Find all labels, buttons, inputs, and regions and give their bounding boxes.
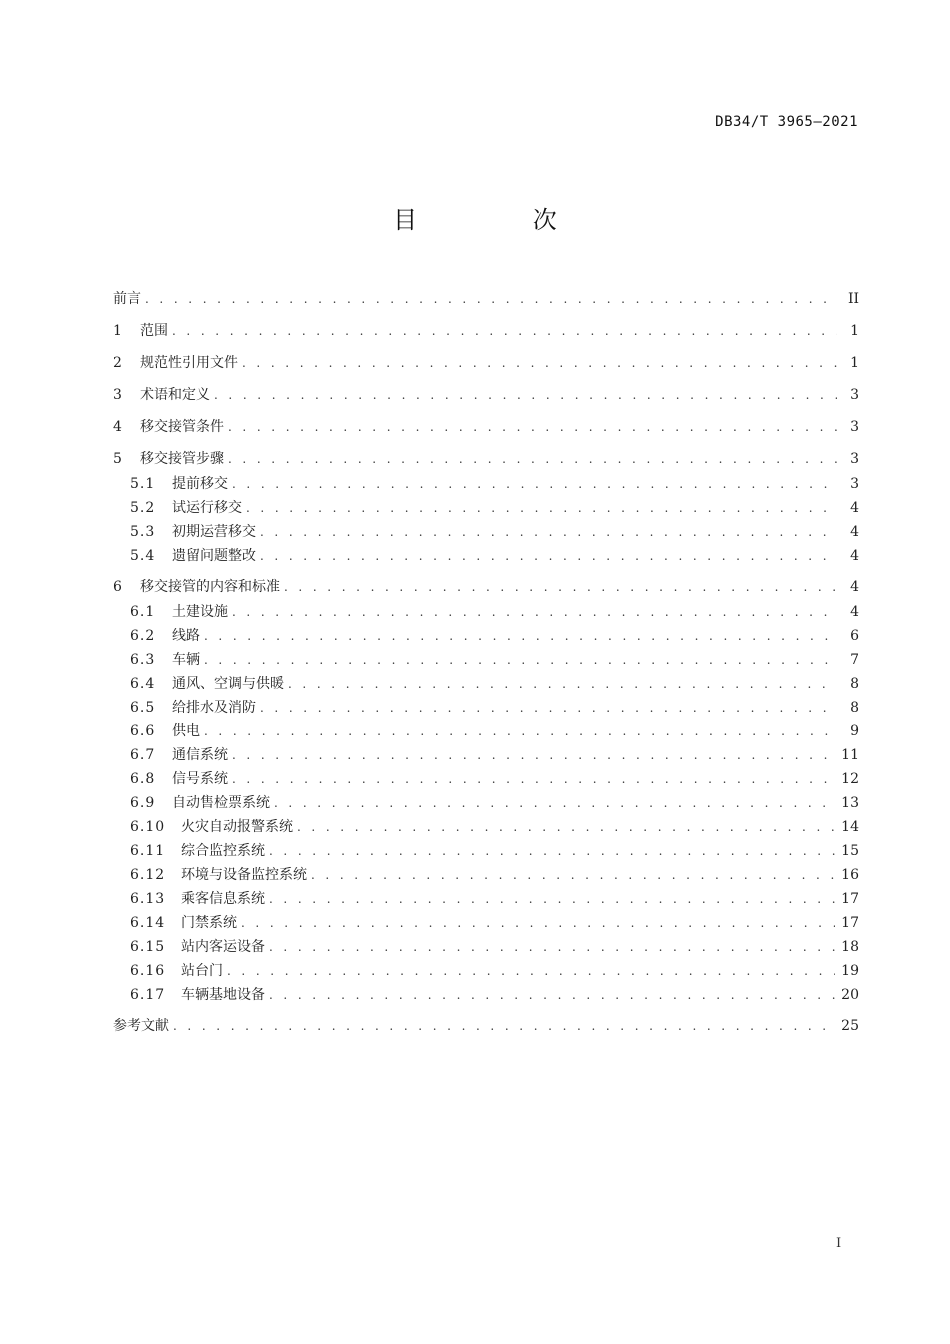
toc-entry-page: 19 [841, 963, 859, 979]
toc-entry[interactable] [113, 321, 859, 341]
toc-leader [246, 498, 837, 518]
toc-subentry[interactable] [130, 913, 859, 933]
toc-leader [241, 913, 835, 933]
toc-leader [228, 449, 837, 469]
toc-entry-label: 线路 [172, 628, 200, 644]
toc-entry-page: 6 [850, 628, 859, 644]
toc-entry-label: 术语和定义 [140, 387, 210, 403]
toc-leader [204, 721, 837, 741]
toc-entry[interactable] [113, 577, 859, 597]
toc-entry-number: 5.4 [130, 548, 156, 564]
toc-entry-foreword[interactable] [113, 289, 859, 309]
toc-leader [311, 865, 835, 885]
toc-entry-label: 通信系统 [172, 747, 228, 763]
toc-subentry[interactable] [130, 889, 859, 909]
toc-entry-label: 参考文献 [113, 1018, 169, 1034]
toc-leader [232, 474, 837, 494]
toc-entry-page: 4 [850, 524, 859, 540]
toc-subentry[interactable] [130, 602, 859, 622]
toc-leader [232, 769, 835, 789]
toc-leader [172, 321, 837, 341]
toc-subentry[interactable] [130, 626, 859, 646]
toc-entry[interactable] [113, 449, 859, 469]
toc-entry-label: 自动售检票系统 [172, 795, 270, 811]
toc-entry-label: 乘客信息系统 [181, 891, 265, 907]
toc-leader [288, 674, 837, 694]
toc-entry-page: 13 [841, 795, 859, 811]
toc-leader [269, 889, 835, 909]
toc-leader [269, 841, 835, 861]
toc-entry-number: 6 [113, 579, 122, 595]
toc-entry-label: 范围 [140, 323, 168, 339]
toc-entry-label: 门禁系统 [181, 915, 237, 931]
toc-entry-page: 11 [841, 747, 859, 763]
toc-subentry[interactable] [130, 985, 859, 1005]
toc-leader [232, 602, 837, 622]
toc-entry-page: 1 [850, 355, 859, 371]
toc-subentry[interactable] [130, 793, 859, 813]
toc-subentry[interactable] [130, 841, 859, 861]
toc-leader [269, 985, 835, 1005]
toc-subentry[interactable] [130, 546, 859, 566]
toc-entry-label: 前言 [113, 291, 141, 307]
toc-entry-label: 车辆 [172, 652, 200, 668]
toc-subentry[interactable] [130, 498, 859, 518]
toc-entry-label: 车辆基地设备 [181, 987, 265, 1003]
toc-entry-page: 4 [850, 604, 859, 620]
toc-entry-bibliography[interactable] [113, 1016, 859, 1036]
toc-entry-number: 6.12 [130, 867, 166, 883]
toc-entry-number: 6.10 [130, 819, 166, 835]
toc-entry-number: 6.8 [130, 771, 156, 787]
toc-subentry[interactable] [130, 961, 859, 981]
toc-leader [214, 385, 837, 405]
toc-subentry[interactable] [130, 522, 859, 542]
toc-entry-label: 试运行移交 [172, 500, 242, 516]
toc-entry-label: 信号系统 [172, 771, 228, 787]
toc-leader [269, 937, 835, 957]
toc-entry-number: 6.1 [130, 604, 156, 620]
toc-entry-page: 12 [841, 771, 859, 787]
toc-entry-number: 6.2 [130, 628, 156, 644]
toc-entry-number: 5.1 [130, 476, 156, 492]
page-title: 目 次 [393, 206, 611, 234]
toc-entry-label: 移交接管步骤 [140, 451, 224, 467]
toc-entry-page: 3 [850, 387, 859, 403]
toc-leader [227, 961, 835, 981]
toc-entry-label: 通风、空调与供暖 [172, 676, 284, 692]
toc-entry-label: 站台门 [181, 963, 223, 979]
standard-code: DB34/T 3965—2021 [715, 114, 858, 130]
toc-entry-page: 3 [850, 419, 859, 435]
toc-entry-page: 16 [841, 867, 859, 883]
toc-entry-label: 移交接管条件 [140, 419, 224, 435]
toc-entry-page: 14 [841, 819, 859, 835]
toc-entry-page: 8 [850, 700, 859, 716]
toc-entry-number: 2 [113, 355, 122, 371]
toc-entry-label: 给排水及消防 [172, 700, 256, 716]
toc-entry-number: 6.5 [130, 700, 156, 716]
toc-entry-number: 6.7 [130, 747, 156, 763]
toc-entry-number: 6.4 [130, 676, 156, 692]
toc-entry-page: 3 [850, 451, 859, 467]
toc-entry-number: 6.14 [130, 915, 166, 931]
page-number: I [836, 1236, 842, 1251]
toc-entry-page: 7 [850, 652, 859, 668]
toc-leader [284, 577, 837, 597]
toc-entry-number: 6.6 [130, 723, 156, 739]
toc-subentry[interactable] [130, 745, 859, 765]
toc-leader [232, 745, 835, 765]
toc-entry-page: 15 [841, 843, 859, 859]
toc-leader [228, 417, 837, 437]
toc-entry-number: 6.3 [130, 652, 156, 668]
toc-entry-page: 8 [850, 676, 859, 692]
toc-subentry[interactable] [130, 474, 859, 494]
toc-entry-label: 遗留问题整改 [172, 548, 256, 564]
toc-leader [145, 289, 837, 309]
toc-entry-label: 移交接管的内容和标准 [140, 579, 280, 595]
toc-subentry[interactable] [130, 937, 859, 957]
toc-entry-label: 规范性引用文件 [140, 355, 238, 371]
toc-entry-label: 站内客运设备 [181, 939, 265, 955]
toc-entry-number: 6.11 [130, 843, 166, 859]
toc-entry-page: II [847, 291, 859, 307]
toc-subentry[interactable] [130, 769, 859, 789]
toc-entry-number: 6.15 [130, 939, 166, 955]
toc-entry-number: 4 [113, 419, 122, 435]
toc-entry-page: 1 [850, 323, 859, 339]
toc-entry-page: 25 [841, 1018, 859, 1034]
toc-entry-page: 17 [841, 915, 859, 931]
toc-entry-page: 3 [850, 476, 859, 492]
toc-entry-page: 4 [850, 500, 859, 516]
toc-entry-number: 3 [113, 387, 122, 403]
toc-entry-number: 6.9 [130, 795, 156, 811]
toc-entry-label: 火灾自动报警系统 [181, 819, 293, 835]
toc-entry-page: 4 [850, 548, 859, 564]
toc-leader [204, 650, 837, 670]
toc-leader [274, 793, 835, 813]
toc-subentry[interactable] [130, 674, 859, 694]
toc-leader [260, 522, 837, 542]
toc-leader [260, 698, 837, 718]
toc-entry-number: 6.16 [130, 963, 166, 979]
toc-entry[interactable] [113, 385, 859, 405]
toc-entry-label: 综合监控系统 [181, 843, 265, 859]
toc-entry-page: 17 [841, 891, 859, 907]
toc-entry-label: 初期运营移交 [172, 524, 256, 540]
toc-entry-page: 4 [850, 579, 859, 595]
toc-leader [297, 817, 835, 837]
toc-leader [204, 626, 837, 646]
toc-entry-page: 9 [850, 723, 859, 739]
toc-subentry[interactable] [130, 650, 859, 670]
toc-entry-page: 18 [841, 939, 859, 955]
toc-entry-label: 供电 [172, 723, 200, 739]
toc-entry-label: 土建设施 [172, 604, 228, 620]
toc-leader [173, 1016, 835, 1036]
toc-entry[interactable] [113, 353, 859, 373]
toc-entry-number: 6.17 [130, 987, 166, 1003]
toc-subentry[interactable] [130, 865, 859, 885]
toc-entry-number: 5.3 [130, 524, 156, 540]
toc-entry-label: 环境与设备监控系统 [181, 867, 307, 883]
toc-leader [260, 546, 837, 566]
toc-entry-number: 5 [113, 451, 122, 467]
toc-entry-number: 1 [113, 323, 122, 339]
toc-entry-number: 6.13 [130, 891, 166, 907]
toc-subentry[interactable] [130, 817, 859, 837]
toc-entry[interactable] [113, 417, 859, 437]
toc-entry-label: 提前移交 [172, 476, 228, 492]
toc-leader [242, 353, 837, 373]
toc-subentry[interactable] [130, 721, 859, 741]
toc-entry-page: 20 [841, 987, 859, 1003]
toc-entry-number: 5.2 [130, 500, 156, 516]
toc-subentry[interactable] [130, 698, 859, 718]
